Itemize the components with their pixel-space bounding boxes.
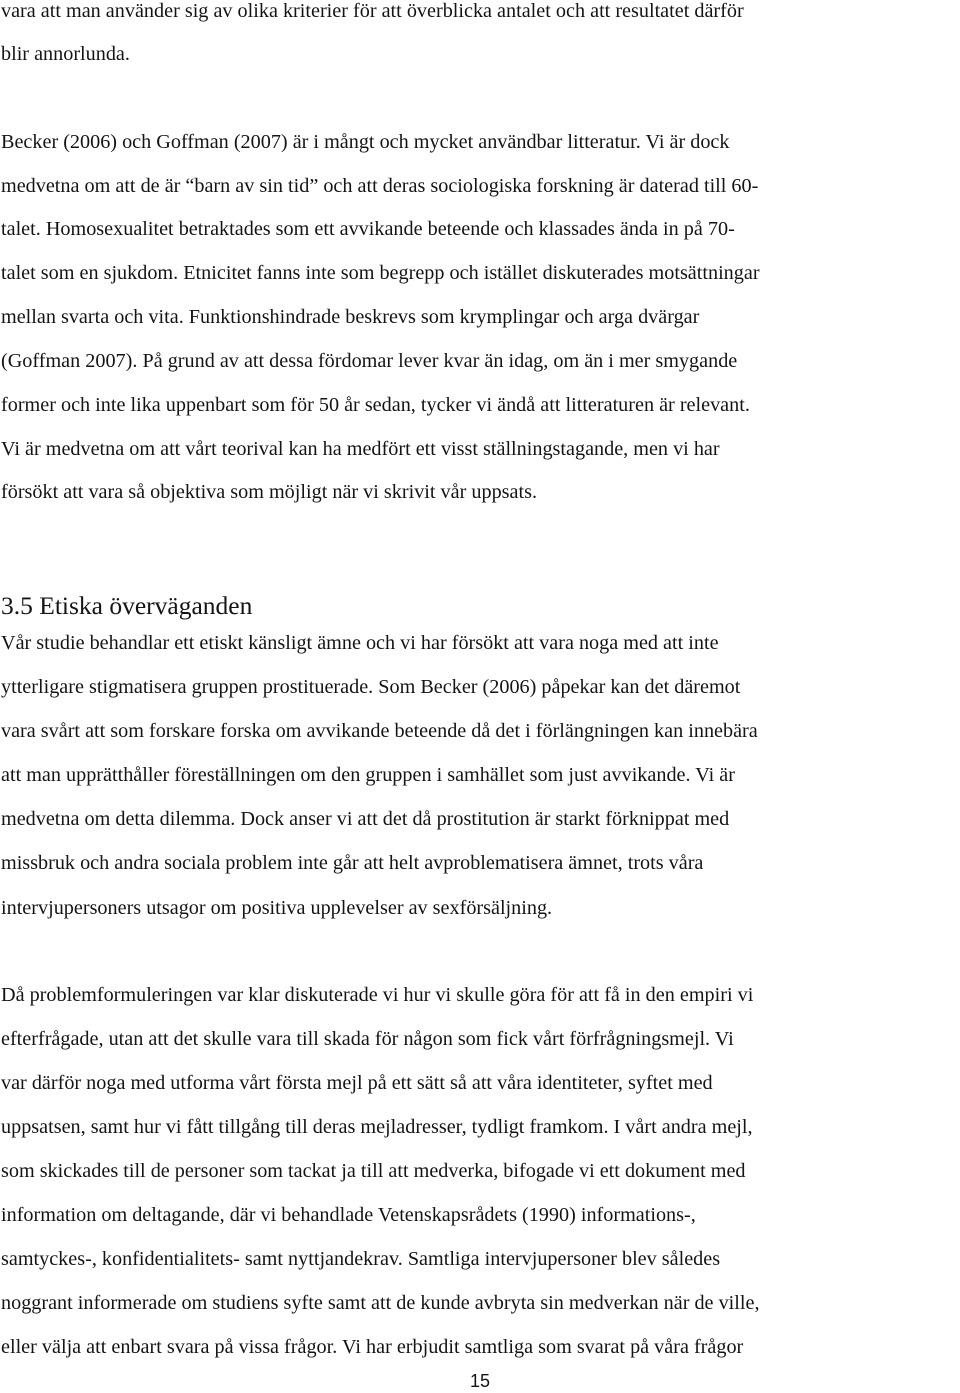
text-line: samtyckes-, konfidentialitets- samt nyttjandekrav. Samtliga intervjupersoner blev således (1, 1248, 721, 1270)
text-line: ytterligare stigmatisera gruppen prostituerade. Som Becker (2006) påpekar kan det däremot (1, 676, 741, 698)
text-line: var därför noga med utforma vårt första mejl på ett sätt så att våra identiteter, syftet med (1, 1072, 713, 1094)
text-line: talet som en sjukdom. Etnicitet fanns inte som begrepp och istället diskuterades motsättningar (1, 262, 760, 284)
text-line: eller välja att enbart svara på vissa frågor. Vi har erbjudit samtliga som svarat på våra frågor (1, 1336, 744, 1358)
text-line: uppsatsen, samt hur vi fått tillgång till deras mejladresser, tydligt framkom. I vårt andra mejl, (1, 1116, 753, 1138)
text-line: talet. Homosexualitet betraktades som ett avvikande beteende och klassades ända in på 70- (1, 218, 735, 240)
text-line: Becker (2006) och Goffman (2007) är i mångt och mycket användbar litteratur. Vi är dock (1, 131, 730, 153)
text-line: noggrant informerade om studiens syfte samt att de kunde avbryta sin medverkan när de ville, (1, 1292, 760, 1314)
text-line: som skickades till de personer som tackat ja till att medverka, bifogade vi ett dokument med (1, 1160, 746, 1182)
text-line: Vår studie behandlar ett etiskt känsligt ämne och vi har försökt att vara noga med att inte (1, 632, 719, 654)
section-heading: 3.5 Etiska överväganden (1, 591, 253, 620)
text-line: vara att man använder sig av olika kriterier för att överblicka antalet och att resultatet därför (1, 0, 744, 22)
page-number: 15 (469, 1371, 491, 1391)
text-line: former och inte lika uppenbart som för 50 år sedan, tycker vi ändå att litteraturen är relevant. (1, 394, 750, 416)
text-line: (Goffman 2007). På grund av att dessa fördomar lever kvar än idag, om än i mer smygande (1, 350, 738, 372)
text-line: efterfrågade, utan att det skulle vara till skada för någon som fick vårt förfrågningsmejl. Vi (1, 1028, 734, 1050)
text-line: försökt att vara så objektiva som möjligt när vi skrivit vår uppsats. (1, 481, 537, 503)
text-line: information om deltagande, där vi behandlade Vetenskapsrådets (1990) informations-, (1, 1204, 696, 1226)
text-line: medvetna om att de är “barn av sin tid” och att deras sociologiska forskning är daterad till 60- (1, 175, 759, 197)
text-line: Då problemformuleringen var klar diskuterade vi hur vi skulle göra för att få in den empiri vi (1, 984, 754, 1006)
text-line: mellan svarta och vita. Funktionshindrade beskrevs som krymplingar och arga dvärgar (1, 306, 700, 328)
text-line: intervjupersoners utsagor om positiva upplevelser av sexförsäljning. (1, 897, 553, 919)
text-line: att man upprätthåller föreställningen om den gruppen i samhället som just avvikande. Vi är (1, 764, 735, 786)
text-line: blir annorlunda. (1, 43, 130, 65)
text-line: Vi är medvetna om att vårt teorival kan ha medfört ett visst ställningstagande, men vi har (1, 438, 720, 460)
text-line: medvetna om detta dilemma. Dock anser vi att det då prostitution är starkt förknippat med (1, 808, 730, 830)
text-line: vara svårt att som forskare forska om avvikande beteende då det i förlängningen kan innebära (1, 720, 758, 742)
text-line: missbruk och andra sociala problem inte går att helt avproblematisera ämnet, trots våra (1, 852, 704, 874)
